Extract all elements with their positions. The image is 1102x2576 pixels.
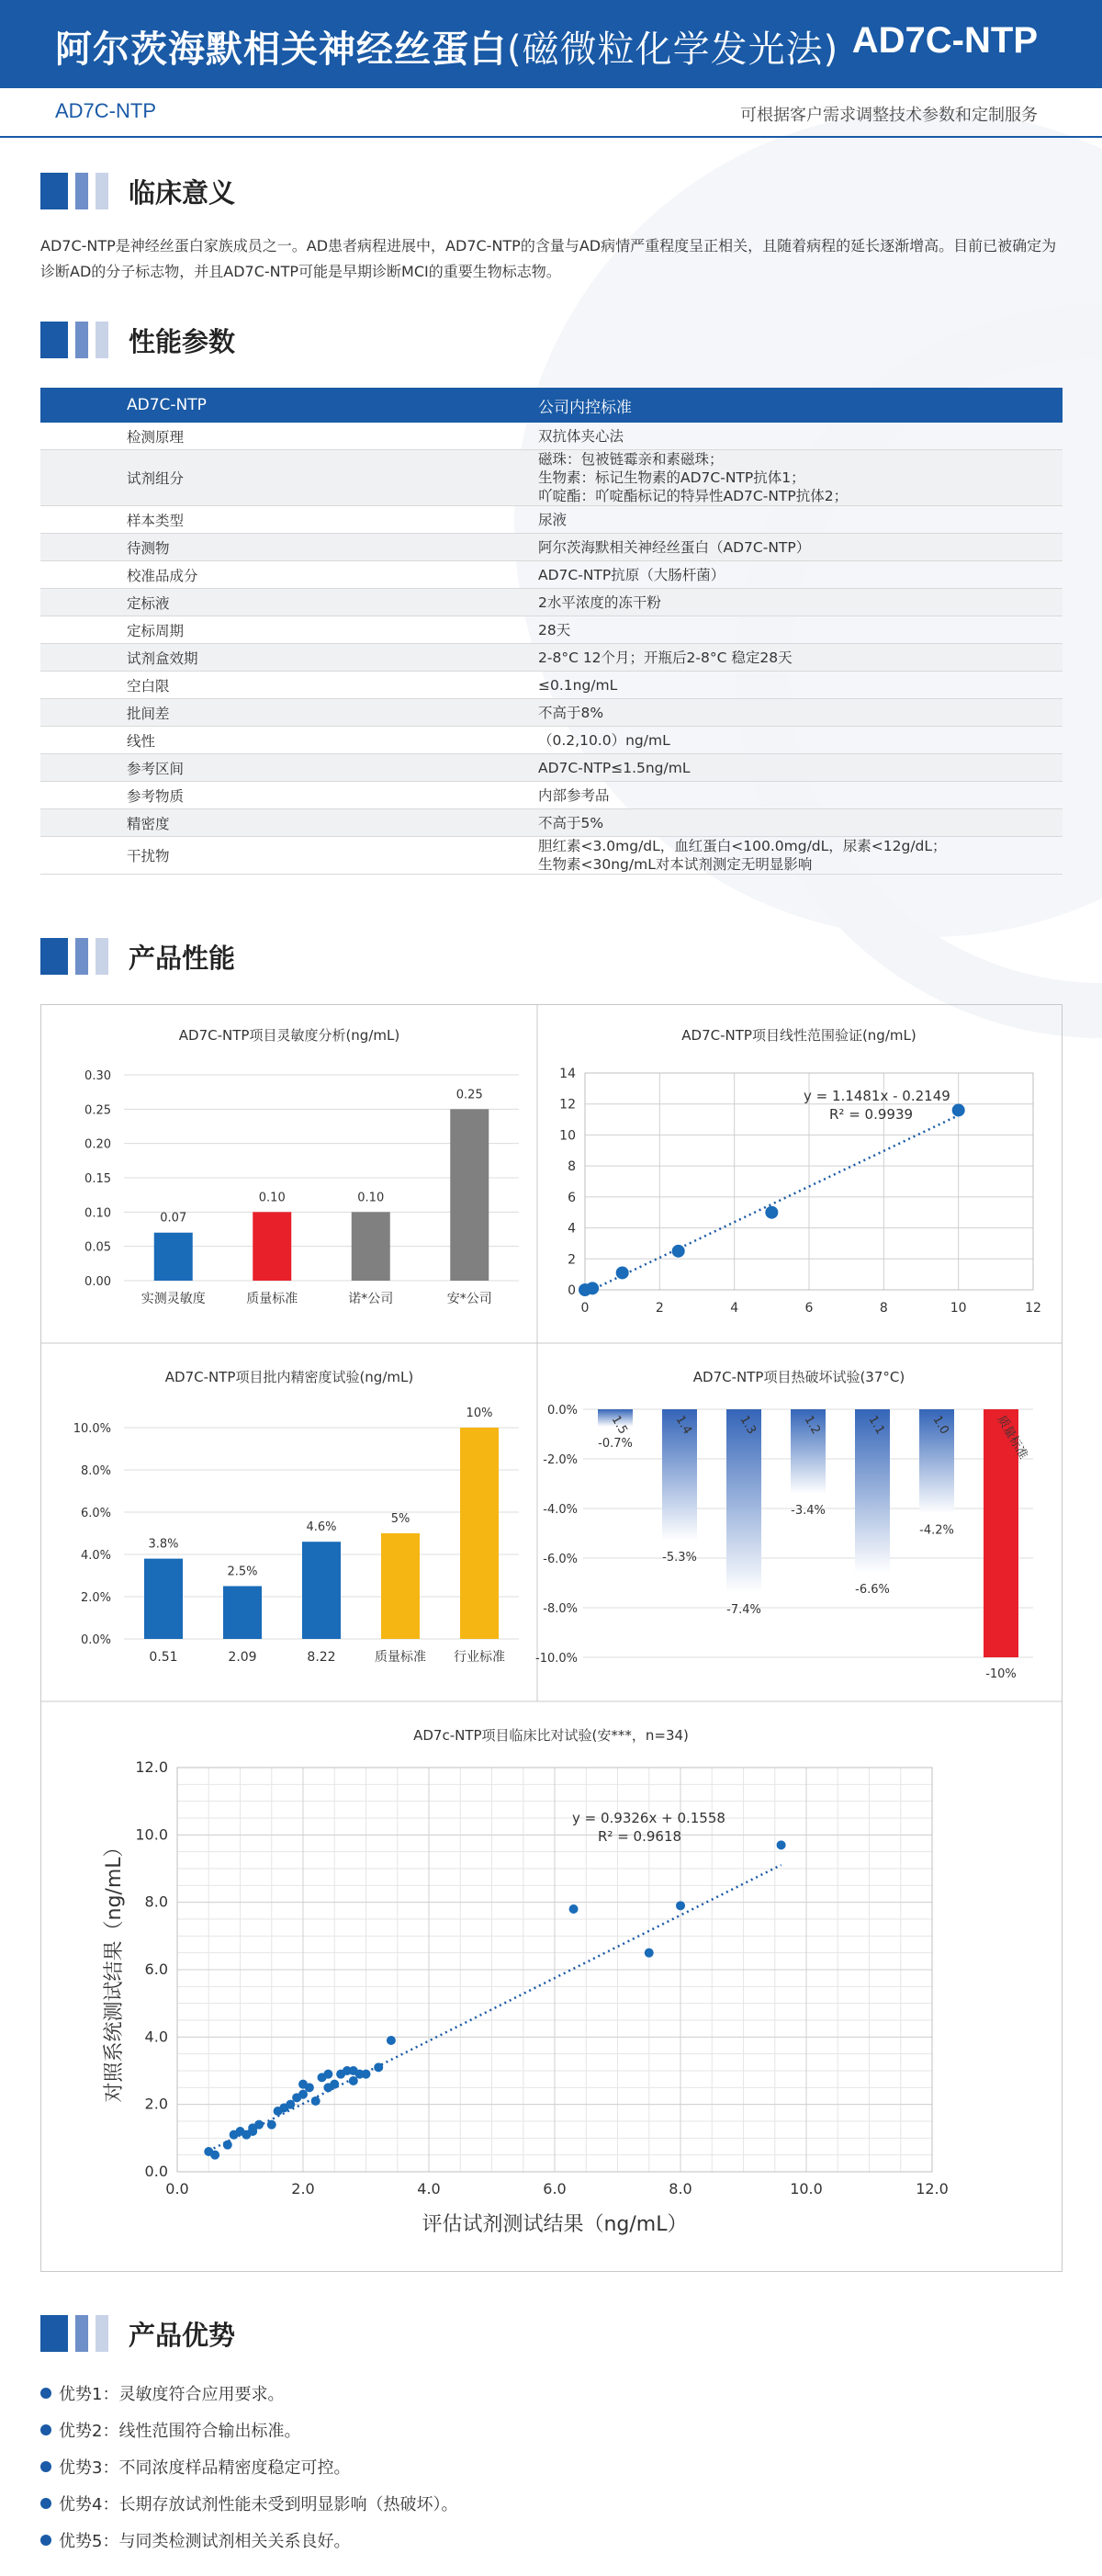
page-title [55, 20, 838, 73]
spec-key: 线性 [40, 727, 512, 754]
section-title: 产品性能 [129, 943, 236, 974]
data-point [349, 2076, 358, 2085]
chart-0 [84, 1027, 519, 1306]
bar [253, 1212, 291, 1281]
y-tick-label: 12 [559, 1097, 576, 1113]
chart-4 [103, 1727, 949, 2236]
spec-row [40, 782, 1063, 809]
x-tick-label: 2.09 [228, 1650, 257, 1665]
spec-table-header [40, 388, 1063, 423]
spec-key: 试剂盒效期 [40, 644, 512, 672]
title-method: (磁微粒化学发光法) [507, 28, 839, 71]
spec-value: 不高于8% [512, 699, 1063, 727]
x-tick-label: 质量标准 [994, 1413, 1030, 1463]
y-tick-label: 0.0 [144, 2163, 168, 2180]
bar [460, 1428, 499, 1639]
spec-key: 试剂组分 [40, 450, 512, 506]
x-tick-label: 0.51 [149, 1650, 178, 1665]
spec-row [40, 423, 1063, 450]
spec-row [40, 450, 1063, 506]
spec-row [40, 534, 1063, 561]
chart-title: AD7C-NTP项目批内精密度试验(ng/mL) [164, 1369, 414, 1385]
advantage-text: 优势4：长期存放试剂性能未受到明显影响（热破坏）。 [59, 2495, 458, 2514]
y-tick-label: 0.25 [84, 1103, 111, 1118]
bullet-icon [40, 2535, 51, 2546]
data-point [210, 2151, 219, 2160]
spec-key: 空白限 [40, 672, 512, 699]
spec-value: AD7C-NTP抗原（大肠杆菌） [512, 561, 1063, 589]
chart-title: AD7C-NTP项目热破坏试验(37°C) [692, 1369, 905, 1385]
y-tick-label: 6.0% [80, 1507, 111, 1520]
spec-value: 不高于5% [512, 809, 1063, 837]
y-tick-label: 12.0 [135, 1758, 168, 1776]
subtitle-code: AD7C-NTP [55, 99, 157, 122]
x-tick-label: 质量标准 [375, 1650, 426, 1665]
bar [726, 1409, 761, 1593]
bullet-icon [40, 2461, 51, 2472]
clinical-paragraph: AD7C-NTP是神经丝蛋白家族成员之一。AD患者病程进展中，AD7C-NTP的含量与AD病情严重程度呈正相关，且随着病程的延长逐渐增高。目前已被确定为诊断AD的分子标志物，并且AD7C-NTP可能是早期诊断MCI的重要生物标志物。 [40, 237, 1057, 280]
spec-value: 2水平浓度的冻干粉 [512, 589, 1063, 616]
spec-header-standard: 公司内控标准 [512, 388, 1063, 423]
spec-value: （0.2,10.0）ng/mL [512, 727, 1063, 754]
chart-title: AD7C-NTP项目线性范围验证(ng/mL) [681, 1027, 916, 1044]
spec-row [40, 754, 1063, 782]
data-point [616, 1266, 629, 1279]
x-tick-label: 12 [1025, 1301, 1041, 1316]
spec-row [40, 506, 1063, 534]
x-tick-label: 行业标准 [454, 1650, 505, 1665]
y-tick-label: 8 [568, 1159, 576, 1175]
data-label: 4.6% [306, 1520, 337, 1535]
data-point [330, 2080, 339, 2089]
charts-svg [41, 1005, 1062, 2271]
spec-key: 参考物质 [40, 782, 512, 809]
data-point [952, 1103, 965, 1116]
y-tick-label: 4 [568, 1221, 576, 1237]
spec-key: 精密度 [40, 809, 512, 837]
data-point [374, 2062, 383, 2072]
spec-row [40, 561, 1063, 589]
data-point [298, 2090, 308, 2099]
data-label: -0.7% [598, 1436, 633, 1451]
bar [144, 1559, 183, 1639]
y-tick-label: 4.0 [144, 2028, 168, 2046]
spec-value: 尿液 [512, 506, 1063, 534]
y-tick-label: 4.0% [80, 1549, 111, 1563]
data-label: 10% [466, 1407, 493, 1420]
data-label: -6.6% [855, 1583, 890, 1598]
y-tick-label: 0.00 [84, 1275, 111, 1289]
advantage-text: 优势1：灵敏度符合应用要求。 [59, 2385, 285, 2404]
bar [855, 1409, 890, 1573]
trendline-equation: y = 1.1481x - 0.2149 [804, 1088, 950, 1104]
data-label: 5% [390, 1512, 410, 1526]
section-title: 性能参数 [129, 326, 236, 357]
data-label: 0.10 [258, 1191, 286, 1205]
data-point [267, 2120, 276, 2130]
data-point [777, 1840, 786, 1849]
r-squared-label: R² = 0.9939 [829, 1106, 914, 1123]
charts-panel [40, 1004, 1063, 2272]
chart-2 [73, 1369, 519, 1665]
data-point [323, 2070, 332, 2079]
y-tick-label: 2.0 [144, 2095, 168, 2113]
y-tick-label: 0.0% [80, 1633, 111, 1647]
x-tick-label: 实测灵敏度 [141, 1292, 206, 1306]
product-code: AD7C-NTP [851, 20, 1038, 61]
data-point [672, 1245, 685, 1258]
spec-table [40, 388, 1063, 875]
spec-key: 参考区间 [40, 754, 512, 782]
title-main: 阿尔茨海默相关神经丝蛋白 [55, 28, 507, 71]
trendline [585, 1115, 959, 1294]
data-label: -7.4% [726, 1602, 761, 1617]
x-tick-label: 1.0 [929, 1413, 951, 1437]
spec-row [40, 616, 1063, 644]
data-point [362, 2070, 371, 2079]
advantage-text: 优势3：不同浓度样品精密度稳定可控。 [59, 2458, 351, 2478]
data-point [286, 2100, 295, 2109]
bar [450, 1109, 489, 1281]
bar [154, 1233, 193, 1281]
r-squared-label: R² = 0.9618 [598, 1828, 682, 1845]
data-label: 0.25 [455, 1088, 483, 1102]
section-title: 临床意义 [129, 177, 236, 209]
y-tick-label: -4.0% [543, 1503, 578, 1517]
x-tick-label: 0.0 [165, 2180, 189, 2198]
chart-title: AD7C-NTP项目灵敏度分析(ng/mL) [178, 1027, 400, 1044]
x-tick-label: 1.4 [672, 1413, 694, 1437]
spec-value: 2-8°C 12个月；开瓶后2-8°C 稳定28天 [512, 644, 1063, 672]
y-tick-label: 14 [559, 1067, 576, 1081]
data-label: 3.8% [148, 1537, 179, 1552]
spec-key: 样本类型 [40, 506, 512, 534]
bar [352, 1212, 390, 1281]
data-label: -5.3% [662, 1551, 697, 1565]
bullet-icon [40, 2424, 51, 2435]
subtitle-bar [0, 88, 1102, 138]
y-axis-label: 对照系统测试结果（ng/mL） [103, 1836, 126, 2103]
data-label: 0.07 [160, 1211, 187, 1226]
advantage-text: 优势2：线性范围符合输出标准。 [59, 2422, 301, 2441]
bullet-icon [40, 2388, 51, 2399]
advantage-item [40, 2528, 350, 2552]
spec-row [40, 589, 1063, 616]
spec-key: 定标液 [40, 589, 512, 616]
bar [381, 1533, 420, 1639]
x-tick-label: 4.0 [417, 2180, 441, 2198]
spec-row [40, 727, 1063, 754]
title-bar [0, 0, 1102, 88]
x-tick-label: 10.0 [790, 2180, 823, 2198]
data-point [311, 2096, 320, 2106]
y-tick-label: 0.0% [546, 1404, 578, 1418]
spec-value: 阿尔茨海默相关神经丝蛋白（AD7C-NTP） [512, 534, 1063, 561]
spec-row [40, 672, 1063, 699]
spec-row [40, 809, 1063, 837]
spec-value: 磁珠：包被链霉亲和素磁珠； 生物素：标记生物素的AD7C-NTP抗体1； 吖啶酯：吖啶酯标记的特异性AD7C-NTP抗体2； [512, 450, 1063, 506]
y-tick-label: 10.0 [135, 1825, 168, 1844]
data-point [676, 1901, 685, 1910]
x-tick-label: 2.0 [291, 2180, 315, 2198]
x-tick-label: 12.0 [916, 2180, 949, 2198]
chart-3 [535, 1369, 1033, 1681]
spec-row [40, 699, 1063, 727]
y-tick-label: 0.20 [84, 1137, 111, 1152]
data-point [586, 1282, 599, 1294]
y-tick-label: -8.0% [543, 1602, 578, 1616]
data-point [305, 2083, 314, 2092]
x-axis-label: 评估试剂测试结果（ng/mL） [422, 2213, 688, 2236]
custom-service-note: 可根据客户需求调整技术参数和定制服务 [740, 106, 1038, 125]
x-tick-label: 1.5 [608, 1413, 630, 1437]
spec-key: 批间差 [40, 699, 512, 727]
x-tick-label: 1.2 [801, 1413, 823, 1437]
y-tick-label: 10.0% [73, 1422, 111, 1436]
spec-row [40, 837, 1063, 875]
x-tick-label: 10 [950, 1301, 967, 1316]
spec-key: 校准品成分 [40, 561, 512, 589]
y-tick-label: 10 [559, 1128, 576, 1144]
spec-value: 28天 [512, 616, 1063, 644]
advantage-item [40, 2491, 457, 2515]
trendline [208, 1865, 781, 2151]
x-tick-label: 8.22 [307, 1650, 336, 1665]
y-tick-label: -2.0% [543, 1453, 578, 1467]
y-tick-label: 0.10 [84, 1206, 111, 1221]
data-label: 2.5% [227, 1565, 258, 1579]
x-tick-label: 4 [730, 1301, 739, 1316]
spec-value: AD7C-NTP≤1.5ng/mL [512, 754, 1063, 782]
y-tick-label: 2.0% [80, 1591, 111, 1605]
y-tick-label: 6.0 [144, 1960, 168, 1978]
spec-value: 胆红素<3.0mg/dL，血红蛋白<100.0mg/dL，尿素<12g/dL； 生物素<30ng/mL对本试剂测定无明显影响 [512, 837, 1063, 875]
y-tick-label: 0.15 [84, 1172, 111, 1186]
data-point [387, 2036, 396, 2045]
y-tick-label: -6.0% [543, 1553, 578, 1566]
advantage-item [40, 2418, 300, 2442]
x-tick-label: 8.0 [669, 2180, 692, 2198]
spec-key: 定标周期 [40, 616, 512, 644]
chart-1 [559, 1027, 1041, 1316]
x-tick-label: 6 [804, 1301, 814, 1316]
spec-key: 检测原理 [40, 423, 512, 450]
data-point [765, 1206, 778, 1219]
data-point [223, 2141, 232, 2150]
spec-value: ≤0.1ng/mL [512, 672, 1063, 699]
data-label: -4.2% [919, 1523, 954, 1538]
spec-row [40, 644, 1063, 672]
x-tick-label: 2 [655, 1301, 664, 1316]
section-title: 产品优势 [129, 2320, 236, 2351]
data-point [569, 1904, 579, 1914]
spec-header-item: AD7C-NTP [40, 388, 512, 423]
data-label: -3.4% [791, 1503, 826, 1518]
x-tick-label: 0 [580, 1301, 590, 1316]
advantage-text: 优势5：与同类检测试剂相关关系良好。 [59, 2532, 351, 2551]
y-tick-label: 0.30 [84, 1069, 111, 1083]
spec-value: 内部参考品 [512, 782, 1063, 809]
y-tick-label: 0 [568, 1283, 576, 1298]
x-tick-label: 安*公司 [446, 1292, 492, 1306]
y-tick-label: 8.0% [80, 1464, 111, 1478]
y-tick-label: 2 [568, 1252, 576, 1268]
data-label: 0.10 [357, 1191, 385, 1205]
y-tick-label: 8.0 [144, 1892, 168, 1911]
bar [223, 1587, 262, 1640]
spec-key: 干扰物 [40, 837, 512, 875]
x-tick-label: 6.0 [543, 2180, 567, 2198]
x-tick-label: 8 [879, 1301, 888, 1316]
spec-key: 待测物 [40, 534, 512, 561]
bullet-icon [40, 2498, 51, 2509]
advantage-item [40, 2381, 284, 2405]
x-tick-label: 1.1 [865, 1413, 887, 1437]
advantage-item [40, 2455, 350, 2479]
x-tick-label: 质量标准 [246, 1292, 298, 1306]
x-tick-label: 诺*公司 [348, 1292, 394, 1306]
y-tick-label: 0.05 [84, 1240, 111, 1255]
x-tick-label: 1.3 [737, 1413, 759, 1437]
data-point [254, 2120, 264, 2130]
y-tick-label: -10.0% [535, 1652, 578, 1666]
bar [302, 1542, 341, 1639]
spec-value: 双抗体夹心法 [512, 423, 1063, 450]
trendline-equation: y = 0.9326x + 0.1558 [572, 1810, 725, 1826]
y-tick-label: 6 [568, 1190, 576, 1205]
data-point [645, 1949, 654, 1958]
chart-title: AD7c-NTP项目临床比对试验(安***，n=34) [413, 1727, 689, 1744]
data-label: -10% [985, 1667, 1017, 1681]
